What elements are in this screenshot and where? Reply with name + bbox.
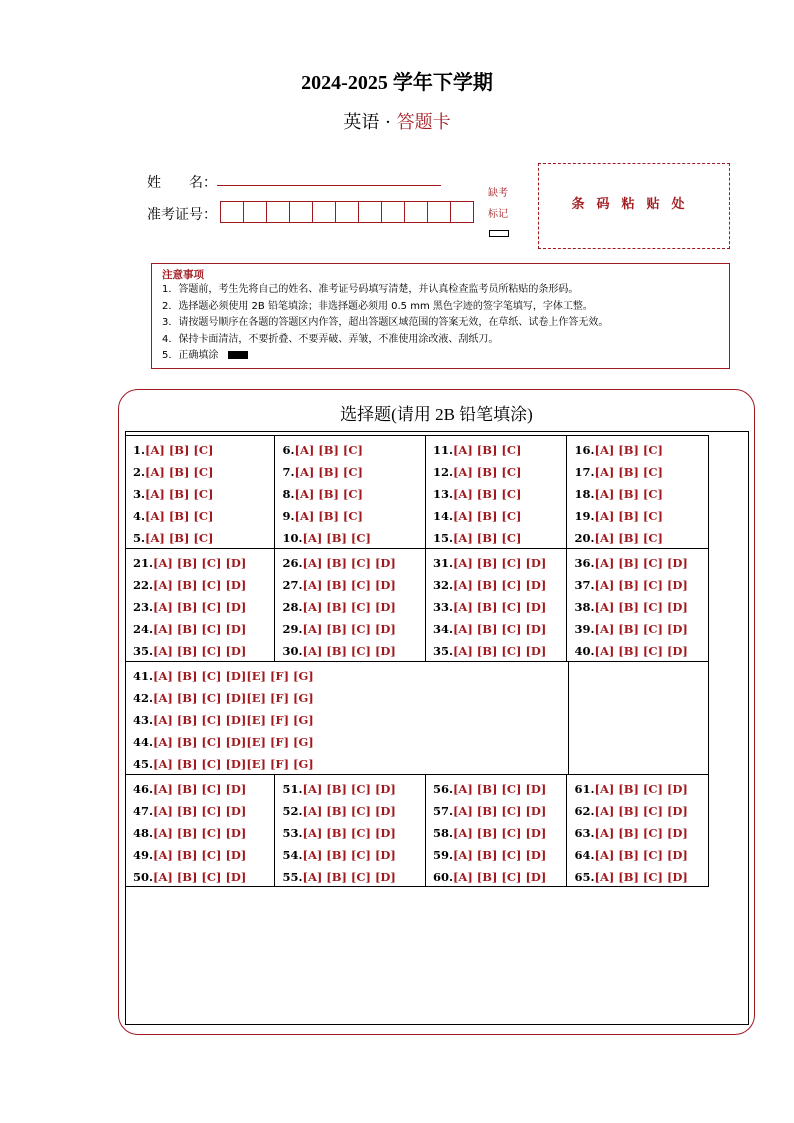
question-row[interactable]	[433, 778, 567, 800]
answer-options[interactable]: [A] [B] [C] [D]	[153, 804, 247, 818]
question-column	[275, 436, 425, 548]
answer-options[interactable]: [A] [B] [C]	[452, 487, 522, 501]
question-row[interactable]	[433, 844, 567, 866]
question-number: 28.	[282, 600, 303, 614]
answer-options[interactable]: [A] [B] [C] [D]	[302, 848, 396, 862]
answer-options[interactable]: [A] [B] [C]	[145, 531, 214, 545]
question-row[interactable]	[133, 665, 568, 687]
question-number: 63.	[574, 826, 595, 840]
question-number: 1.	[133, 443, 146, 457]
question-row[interactable]	[574, 822, 708, 844]
question-number: 19.	[574, 509, 595, 523]
question-row[interactable]	[133, 731, 568, 753]
question-number: 46.	[133, 782, 154, 796]
question-number: 57.	[432, 804, 453, 818]
question-row[interactable]	[574, 800, 708, 822]
question-row[interactable]	[282, 483, 424, 505]
question-number: 47.	[133, 804, 154, 818]
question-row[interactable]	[574, 439, 708, 461]
question-number: 36.	[574, 556, 595, 570]
id-digit-box[interactable]	[266, 201, 290, 223]
id-digit-box[interactable]	[220, 201, 244, 223]
question-row[interactable]	[433, 552, 567, 574]
question-row[interactable]	[282, 439, 424, 461]
question-row[interactable]	[574, 778, 708, 800]
question-number: 45.	[133, 757, 154, 771]
id-digit-box[interactable]	[243, 201, 267, 223]
answer-options[interactable]: [A] [B] [C] [D]	[302, 870, 396, 884]
question-number: 14.	[432, 509, 453, 523]
answer-options[interactable]: [A] [B] [C] [D][E] [F] [G]	[153, 691, 314, 705]
question-number: 34.	[432, 622, 453, 636]
answer-options[interactable]: [A] [B] [C]	[594, 465, 663, 479]
question-row[interactable]	[433, 618, 567, 640]
question-row[interactable]	[133, 800, 274, 822]
question-row[interactable]	[282, 505, 424, 527]
question-row[interactable]	[433, 640, 567, 662]
question-number: 20.	[574, 531, 595, 545]
question-row[interactable]	[133, 753, 568, 775]
answer-options[interactable]: [A] [B] [C] [D]	[153, 600, 247, 614]
answer-options[interactable]: [A] [B] [C]	[145, 487, 214, 501]
question-column	[567, 775, 708, 886]
card-type-label: 答题卡	[396, 112, 451, 133]
answer-options[interactable]: [A] [B] [C]	[294, 443, 363, 457]
question-number: 35.	[432, 644, 453, 658]
question-number: 65.	[574, 870, 595, 884]
question-number: 6.	[282, 443, 295, 457]
question-block	[125, 548, 709, 661]
notice-item-text: 5．正确填涂	[162, 350, 219, 361]
answer-options[interactable]: [A] [B] [C]	[594, 509, 663, 523]
question-number: 56.	[432, 782, 453, 796]
answer-options[interactable]: [A] [B] [C] [D][E] [F] [G]	[153, 669, 314, 683]
question-number: 38.	[574, 600, 595, 614]
question-row[interactable]	[433, 483, 567, 505]
answer-options[interactable]: [A] [B] [C] [D]	[594, 600, 688, 614]
question-number: 40.	[574, 644, 595, 658]
answer-options[interactable]: [A] [B] [C] [D]	[153, 782, 247, 796]
question-column	[567, 549, 708, 661]
question-number: 64.	[574, 848, 595, 862]
question-number: 33.	[432, 600, 453, 614]
answer-options[interactable]: [A] [B] [C] [D]	[452, 622, 547, 636]
answer-options[interactable]: [A] [B] [C] [D]	[153, 826, 247, 840]
question-row[interactable]	[574, 552, 708, 574]
question-number: 23.	[133, 600, 154, 614]
answer-options[interactable]: [A] [B] [C]	[145, 465, 214, 479]
answer-options[interactable]: [A] [B] [C]	[294, 465, 363, 479]
answer-options[interactable]: [A] [B] [C] [D]	[594, 622, 688, 636]
barcode-area: 条码粘贴处	[538, 163, 730, 249]
id-digit-box[interactable]	[450, 201, 474, 223]
id-label: 准考证号：	[147, 207, 217, 223]
question-number: 10.	[282, 531, 303, 545]
question-row[interactable]	[133, 866, 274, 888]
question-row[interactable]	[282, 778, 424, 800]
answer-options[interactable]: [A] [B] [C] [D]	[594, 782, 688, 796]
answer-options[interactable]: [A] [B] [C] [D]	[302, 578, 396, 592]
question-row[interactable]	[133, 687, 568, 709]
answer-options[interactable]: [A] [B] [C] [D]	[594, 826, 688, 840]
answer-options[interactable]: [A] [B] [C]	[302, 531, 371, 545]
question-row[interactable]	[282, 866, 424, 888]
question-number: 24.	[133, 622, 154, 636]
question-number: 18.	[574, 487, 595, 501]
question-row[interactable]	[574, 574, 708, 596]
answer-options[interactable]: [A] [B] [C] [D]	[452, 644, 547, 658]
question-number: 15.	[432, 531, 453, 545]
absent-checkbox[interactable]	[489, 230, 509, 237]
question-number: 30.	[282, 644, 303, 658]
question-row[interactable]	[282, 822, 424, 844]
question-row[interactable]	[282, 461, 424, 483]
answer-options[interactable]: [A] [B] [C]	[452, 509, 522, 523]
question-number: 16.	[574, 443, 595, 457]
answer-options[interactable]: [A] [B] [C] [D]	[302, 826, 396, 840]
question-row[interactable]	[133, 527, 274, 549]
question-column	[426, 775, 568, 886]
question-row[interactable]	[282, 596, 424, 618]
notice-item	[162, 348, 719, 365]
question-number: 59.	[432, 848, 453, 862]
question-row[interactable]	[433, 800, 567, 822]
question-number: 11.	[432, 443, 453, 457]
question-row[interactable]	[574, 527, 708, 549]
question-number: 48.	[133, 826, 154, 840]
question-number: 51.	[282, 782, 303, 796]
question-block	[125, 661, 709, 774]
question-number: 41.	[133, 669, 154, 683]
answer-options[interactable]: [A] [B] [C] [D]	[153, 622, 247, 636]
question-number: 37.	[574, 578, 595, 592]
answer-options[interactable]: [A] [B] [C] [D]	[302, 804, 396, 818]
question-number: 53.	[282, 826, 303, 840]
question-number: 4.	[133, 509, 146, 523]
answer-options[interactable]: [A] [B] [C] [D]	[153, 870, 247, 884]
question-column	[567, 436, 708, 548]
question-row[interactable]	[433, 574, 567, 596]
answer-options[interactable]: [A] [B] [C] [D]	[452, 578, 547, 592]
id-digit-box[interactable]	[404, 201, 428, 223]
question-number: 35.	[133, 644, 154, 658]
name-field[interactable]	[217, 185, 441, 186]
section-title: 选择题(请用 2B 铅笔填涂)	[340, 405, 533, 424]
question-row[interactable]	[574, 461, 708, 483]
answer-options[interactable]: [A] [B] [C] [D]	[452, 600, 547, 614]
subtitle	[0, 108, 794, 134]
question-number: 5.	[133, 531, 146, 545]
question-number: 26.	[282, 556, 303, 570]
question-column	[126, 662, 569, 774]
answer-options[interactable]: [A] [B] [C]	[294, 509, 363, 523]
id-digit-box[interactable]	[381, 201, 405, 223]
question-number: 17.	[574, 465, 595, 479]
question-row[interactable]	[133, 505, 274, 527]
answer-options[interactable]: [A] [B] [C] [D]	[594, 556, 688, 570]
question-row[interactable]	[574, 483, 708, 505]
notice-item: 2．选择题必须使用 2B 铅笔填涂；非选择题必须用 0.5 mm 黑色字迹的签字笔填写，字体工整。	[162, 300, 593, 312]
question-number: 2.	[133, 465, 146, 479]
answer-options[interactable]: [A] [B] [C] [D]	[153, 848, 247, 862]
question-row[interactable]	[574, 866, 708, 888]
answer-options[interactable]: [A] [B] [C] [D]	[594, 848, 688, 862]
question-block	[125, 435, 709, 548]
notice-item: 4．保持卡面清洁，不要折叠、不要弄破、弄皱，不准使用涂改液、刮纸刀。	[162, 333, 499, 345]
question-row[interactable]	[282, 527, 424, 549]
question-column	[275, 775, 425, 886]
answer-options[interactable]: [A] [B] [C] [D]	[452, 870, 547, 884]
question-row[interactable]	[433, 505, 567, 527]
question-number: 44.	[133, 735, 154, 749]
answer-options[interactable]: [A] [B] [C]	[452, 443, 522, 457]
question-number: 7.	[282, 465, 295, 479]
subject-label: 英语	[343, 112, 380, 133]
question-row[interactable]	[133, 574, 274, 596]
question-number: 61.	[574, 782, 595, 796]
question-row[interactable]	[574, 618, 708, 640]
question-number: 9.	[282, 509, 295, 523]
answer-options[interactable]: [A] [B] [C] [D]	[452, 848, 547, 862]
question-number: 58.	[432, 826, 453, 840]
answer-options[interactable]: [A] [B] [C] [D]	[302, 622, 396, 636]
answer-options[interactable]: [A] [B] [C] [D]	[594, 804, 688, 818]
absent-mark-label	[482, 183, 514, 225]
id-digit-box[interactable]	[289, 201, 313, 223]
question-number: 3.	[133, 487, 146, 501]
page-title: 2024-2025 学年下学期	[301, 72, 493, 94]
notice-item: 1．答题前，考生先将自己的姓名、准考证号码填写清楚，并认真检查监考员所粘贴的条形码。	[162, 284, 579, 295]
question-column	[126, 775, 275, 886]
question-number: 39.	[574, 622, 595, 636]
answer-options[interactable]: [A] [B] [C] [D]	[153, 644, 247, 658]
question-number: 29.	[282, 622, 303, 636]
question-number: 49.	[133, 848, 154, 862]
id-digit-box[interactable]	[335, 201, 359, 223]
answer-options[interactable]: [A] [B] [C]	[594, 443, 663, 457]
answer-options[interactable]: [A] [B] [C] [D]	[452, 556, 547, 570]
answer-options[interactable]: [A] [B] [C] [D]	[594, 644, 688, 658]
answer-grid	[125, 435, 709, 887]
question-row[interactable]	[433, 866, 567, 888]
question-number: 50.	[133, 870, 154, 884]
question-row[interactable]	[282, 618, 424, 640]
answer-options[interactable]: [A] [B] [C]	[294, 487, 363, 501]
question-column	[426, 436, 568, 548]
question-number: 12.	[432, 465, 453, 479]
answer-options[interactable]: [A] [B] [C] [D]	[302, 556, 396, 570]
question-row[interactable]	[282, 800, 424, 822]
question-row[interactable]	[133, 844, 274, 866]
question-number: 31.	[432, 556, 453, 570]
question-row[interactable]	[133, 709, 568, 731]
question-number: 42.	[133, 691, 154, 705]
question-number: 21.	[133, 556, 154, 570]
answer-options[interactable]: [A] [B] [C] [D]	[302, 782, 396, 796]
question-row[interactable]	[433, 527, 567, 549]
notice-title: 注意事项	[162, 269, 204, 281]
question-number: 43.	[133, 713, 154, 727]
id-digit-box[interactable]	[312, 201, 336, 223]
question-number: 22.	[133, 578, 154, 592]
question-row[interactable]	[282, 574, 424, 596]
question-number: 8.	[282, 487, 295, 501]
name-label: 姓 名：	[147, 175, 217, 191]
answer-options[interactable]: [A] [B] [C] [D]	[452, 826, 547, 840]
question-column	[126, 549, 275, 661]
id-digit-box[interactable]	[358, 201, 382, 223]
question-block	[125, 774, 709, 887]
answer-options[interactable]: [A] [B] [C] [D][E] [F] [G]	[153, 713, 314, 727]
answer-options[interactable]: [A] [B] [C]	[145, 443, 214, 457]
question-number: 62.	[574, 804, 595, 818]
answer-options[interactable]: [A] [B] [C] [D]	[153, 556, 247, 570]
question-row[interactable]	[133, 439, 274, 461]
question-row[interactable]	[133, 822, 274, 844]
answer-options[interactable]: [A] [B] [C]	[452, 531, 522, 545]
absent-label-line1: 缺考	[488, 188, 508, 199]
question-row[interactable]	[133, 461, 274, 483]
answer-options[interactable]: [A] [B] [C] [D][E] [F] [G]	[153, 757, 314, 771]
question-row[interactable]	[574, 640, 708, 662]
id-number-boxes[interactable]	[221, 201, 474, 221]
question-row[interactable]	[433, 439, 567, 461]
question-column	[126, 436, 275, 548]
question-row[interactable]	[133, 778, 274, 800]
question-number: 54.	[282, 848, 303, 862]
answer-options[interactable]: [A] [B] [C] [D]	[302, 644, 396, 658]
question-row[interactable]	[433, 822, 567, 844]
question-row[interactable]	[133, 483, 274, 505]
answer-options[interactable]: [A] [B] [C] [D]	[594, 870, 688, 884]
question-row[interactable]	[574, 505, 708, 527]
question-row[interactable]	[574, 596, 708, 618]
question-row[interactable]	[433, 596, 567, 618]
id-digit-box[interactable]	[427, 201, 451, 223]
question-number: 52.	[282, 804, 303, 818]
question-number: 60.	[432, 870, 453, 884]
question-row[interactable]	[133, 640, 274, 662]
question-row[interactable]	[133, 618, 274, 640]
question-row[interactable]	[133, 596, 274, 618]
answer-options[interactable]: [A] [B] [C] [D]	[302, 600, 396, 614]
answer-options[interactable]: [A] [B] [C] [D][E] [F] [G]	[153, 735, 314, 749]
notice-item: 3．请按题号顺序在各题的答题区内作答，超出答题区域范围的答案无效，在草纸、试卷上作答无效。	[162, 317, 609, 328]
answer-options[interactable]: [A] [B] [C]	[594, 531, 663, 545]
question-row[interactable]	[282, 640, 424, 662]
question-row[interactable]	[433, 461, 567, 483]
separator: ·	[379, 112, 397, 133]
answer-options[interactable]: [A] [B] [C]	[594, 487, 663, 501]
absent-label-line2: 标记	[488, 209, 508, 220]
question-row[interactable]	[282, 552, 424, 574]
question-column	[275, 549, 425, 661]
answer-options[interactable]: [A] [B] [C] [D]	[594, 578, 688, 592]
question-row[interactable]	[574, 844, 708, 866]
question-number: 55.	[282, 870, 303, 884]
question-row[interactable]	[133, 552, 274, 574]
notice-box	[151, 263, 730, 369]
question-column	[426, 549, 568, 661]
correct-fill-sample	[228, 351, 248, 359]
answer-options[interactable]: [A] [B] [C] [D]	[452, 782, 547, 796]
question-number: 32.	[432, 578, 453, 592]
question-number: 13.	[432, 487, 453, 501]
answer-options[interactable]: [A] [B] [C]	[145, 509, 214, 523]
answer-options[interactable]: [A] [B] [C] [D]	[153, 578, 247, 592]
answer-options[interactable]: [A] [B] [C]	[452, 465, 522, 479]
question-row[interactable]	[282, 844, 424, 866]
question-number: 27.	[282, 578, 303, 592]
answer-options[interactable]: [A] [B] [C] [D]	[452, 804, 547, 818]
